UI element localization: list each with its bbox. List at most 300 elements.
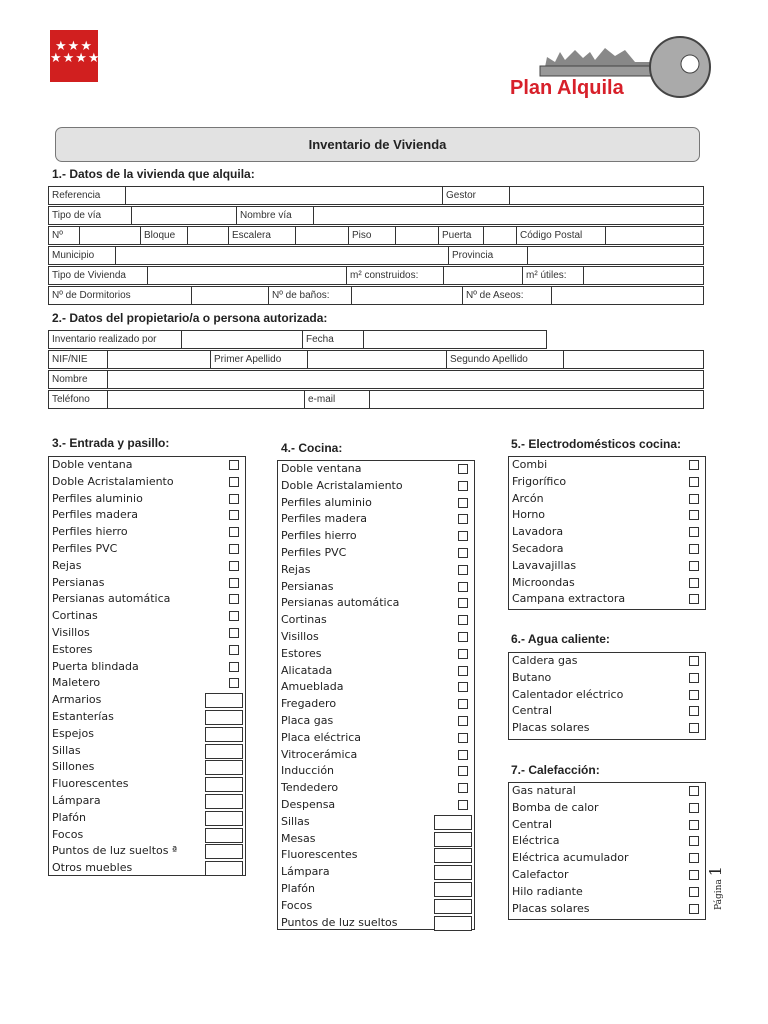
list-item: [278, 478, 474, 495]
checkbox[interactable]: [689, 494, 699, 504]
item-label: Placas solares: [512, 901, 590, 915]
item-label: Inducción: [281, 764, 335, 778]
segundo-apellido-label: Segundo Apellido: [447, 351, 564, 369]
list-item: [49, 709, 245, 726]
checkbox[interactable]: [689, 870, 699, 880]
spacer: [547, 331, 705, 349]
item-label: Tendedero: [281, 781, 339, 795]
m2-utiles-field[interactable]: [584, 267, 704, 285]
puerta-label: Puerta: [439, 227, 484, 245]
item-label: Plafón: [281, 881, 316, 895]
cocina-list: [277, 460, 475, 930]
list-item: [509, 687, 705, 704]
item-label: Gas natural: [512, 784, 576, 797]
list-item: [278, 797, 474, 814]
list-item: [278, 595, 474, 612]
checkbox[interactable]: [229, 628, 239, 638]
checkbox[interactable]: [689, 673, 699, 683]
list-item: [509, 524, 705, 541]
quantity-field[interactable]: [434, 899, 472, 914]
list-item: [49, 575, 245, 592]
gestor-label: Gestor: [443, 187, 510, 205]
item-label: Rejas: [281, 562, 311, 576]
list-item: [278, 780, 474, 797]
checkbox[interactable]: [458, 464, 468, 474]
banos-field[interactable]: [352, 287, 463, 305]
quantity-field[interactable]: [434, 815, 472, 830]
section-3-heading: 3.- Entrada y pasillo:: [52, 436, 170, 450]
propietario-row-1: [48, 330, 704, 349]
nombre-label: Nombre: [49, 371, 108, 389]
item-label: Central: [512, 817, 553, 831]
nif-label: NIF/NIE: [49, 351, 108, 369]
gestor-field[interactable]: [510, 187, 704, 205]
list-item: [509, 833, 705, 850]
section-4-heading: 4.- Cocina:: [281, 441, 343, 455]
checkbox[interactable]: [689, 510, 699, 520]
fecha-field[interactable]: [364, 331, 547, 349]
item-label: Estanterías: [52, 709, 114, 723]
list-item: [278, 579, 474, 596]
item-label: Perfiles hierro: [281, 529, 357, 543]
list-item: [49, 843, 245, 860]
dormitorios-label: Nº de Dormitorios: [49, 287, 192, 305]
checkbox[interactable]: [689, 527, 699, 537]
quantity-field[interactable]: [434, 916, 472, 931]
item-label: Lámpara: [52, 793, 101, 807]
m2-construidos-label: m² construidos:: [347, 267, 444, 285]
item-label: Mesas: [281, 831, 316, 845]
list-item: [49, 759, 245, 776]
nombre-field[interactable]: [108, 371, 704, 389]
item-label: Sillones: [52, 760, 95, 774]
checkbox[interactable]: [689, 803, 699, 813]
checkbox[interactable]: [229, 561, 239, 571]
item-label: Cortinas: [281, 613, 327, 627]
checkbox[interactable]: [689, 904, 699, 914]
propietario-row-3: [48, 370, 704, 389]
checkbox[interactable]: [689, 477, 699, 487]
list-item: [509, 653, 705, 670]
list-item: [49, 743, 245, 760]
checkbox[interactable]: [458, 481, 468, 491]
item-label: Rejas: [52, 558, 82, 572]
list-item: [278, 864, 474, 881]
list-item: [509, 720, 705, 737]
checkbox[interactable]: [458, 565, 468, 575]
tipo-via-field[interactable]: [132, 207, 237, 225]
list-item: [49, 491, 245, 508]
item-label: Espejos: [52, 726, 94, 740]
checkbox[interactable]: [458, 750, 468, 760]
tipo-vivienda-field[interactable]: [148, 267, 347, 285]
codigo-postal-label: Código Postal: [517, 227, 606, 245]
list-item: [278, 612, 474, 629]
list-item: [278, 545, 474, 562]
checkbox[interactable]: [689, 460, 699, 470]
item-label: Persianas: [52, 575, 105, 589]
item-label: Perfiles PVC: [281, 545, 347, 559]
item-label: Persianas automática: [52, 592, 171, 606]
item-label: Hilo radiante: [512, 884, 583, 898]
checkbox[interactable]: [229, 527, 239, 537]
item-label: Caldera gas: [512, 654, 578, 667]
list-item: [49, 507, 245, 524]
municipio-field[interactable]: [116, 247, 449, 265]
list-item: [509, 670, 705, 687]
list-item: [278, 679, 474, 696]
bloque-field[interactable]: [188, 227, 229, 245]
inventario-label: Inventario realizado por: [49, 331, 182, 349]
page-title: Inventario de Vivienda: [55, 127, 700, 162]
checkbox[interactable]: [229, 678, 239, 688]
checkbox[interactable]: [229, 494, 239, 504]
checkbox[interactable]: [458, 699, 468, 709]
item-label: Bomba de calor: [512, 800, 599, 814]
item-label: Otros muebles: [52, 861, 133, 875]
list-item: [509, 491, 705, 508]
puerta-field[interactable]: [484, 227, 517, 245]
logo-stars: ★★★ ★★★★: [50, 38, 101, 65]
list-item: [278, 528, 474, 545]
email-label: e-mail: [305, 391, 370, 409]
item-label: Eléctrica: [512, 834, 560, 848]
list-item: [278, 663, 474, 680]
item-label: Doble ventana: [52, 458, 133, 471]
list-item: [509, 507, 705, 524]
tipo-vivienda-row: [48, 266, 704, 285]
nombre-via-label: Nombre vía: [237, 207, 314, 225]
item-label: Microondas: [512, 575, 575, 589]
nif-field[interactable]: [108, 351, 211, 369]
page-number: [706, 866, 725, 910]
list-item: [509, 800, 705, 817]
quantity-field[interactable]: [205, 727, 243, 742]
checkbox[interactable]: [458, 800, 468, 810]
escalera-label: Escalera: [229, 227, 296, 245]
list-item: [49, 642, 245, 659]
section-2-heading: 2.- Datos del propietario/a o persona autorizada:: [52, 311, 328, 325]
item-label: Despensa: [281, 797, 336, 811]
item-label: Lavavajillas: [512, 558, 577, 572]
quantity-field[interactable]: [434, 865, 472, 880]
checkbox[interactable]: [689, 706, 699, 716]
item-label: Visillos: [281, 629, 319, 643]
checkbox[interactable]: [458, 582, 468, 592]
numero-field[interactable]: [80, 227, 141, 245]
list-item: [509, 541, 705, 558]
section-5-heading: 5.- Electrodomésticos cocina:: [511, 437, 682, 451]
m2-construidos-field[interactable]: [444, 267, 523, 285]
list-item: [49, 474, 245, 491]
item-label: Visillos: [52, 625, 90, 639]
checkbox[interactable]: [458, 615, 468, 625]
list-item: [49, 810, 245, 827]
checkbox[interactable]: [458, 783, 468, 793]
section-1-heading: 1.- Datos de la vivienda que alquila:: [52, 167, 255, 181]
list-item: [278, 847, 474, 864]
quantity-field[interactable]: [205, 760, 243, 775]
referencia-field[interactable]: [126, 187, 443, 205]
quantity-field[interactable]: [205, 693, 243, 708]
item-label: Estores: [281, 646, 322, 660]
propietario-row-2: [48, 350, 704, 369]
item-label: Frigorífico: [512, 474, 567, 488]
aseos-label: Nº de Aseos:: [463, 287, 552, 305]
comunidad-madrid-logo: [50, 30, 101, 82]
list-item: [278, 747, 474, 764]
item-label: Perfiles madera: [281, 512, 367, 526]
item-label: Fluorescentes: [52, 777, 129, 791]
item-label: Butano: [512, 670, 552, 684]
checkbox[interactable]: [229, 544, 239, 554]
municipio-label: Municipio: [49, 247, 116, 265]
list-item: [49, 827, 245, 844]
list-item: [49, 457, 245, 474]
escalera-field[interactable]: [296, 227, 349, 245]
checkbox[interactable]: [689, 786, 699, 796]
item-label: Doble Acristalamiento: [281, 478, 403, 492]
list-item: [49, 726, 245, 743]
checkbox[interactable]: [689, 578, 699, 588]
checkbox[interactable]: [229, 460, 239, 470]
m2-utiles-label: m² útiles:: [523, 267, 584, 285]
quantity-field[interactable]: [434, 832, 472, 847]
nombre-via-field[interactable]: [314, 207, 704, 225]
item-label: Eléctrica acumulador: [512, 851, 629, 865]
list-item: [278, 763, 474, 780]
checkbox[interactable]: [458, 682, 468, 692]
item-label: Placas solares: [512, 721, 590, 735]
section-7-heading: 7.- Calefacción:: [511, 763, 600, 777]
item-label: Persianas automática: [281, 596, 400, 610]
quantity-field[interactable]: [434, 882, 472, 897]
codigo-postal-field[interactable]: [606, 227, 704, 245]
item-label: Perfiles PVC: [52, 541, 118, 555]
plan-alquila-brand: Plan Alquila: [510, 77, 624, 99]
item-label: Central: [512, 704, 553, 718]
via-row: [48, 206, 704, 225]
municipio-row: [48, 246, 704, 265]
list-item: [278, 814, 474, 831]
list-item: [49, 659, 245, 676]
banos-label: Nº de baños:: [269, 287, 352, 305]
item-label: Puerta blindada: [52, 659, 139, 673]
checkbox[interactable]: [458, 514, 468, 524]
checkbox[interactable]: [458, 632, 468, 642]
electrodomesticos-list: [508, 456, 706, 610]
item-label: Calentador eléctrico: [512, 687, 624, 701]
list-item: [278, 831, 474, 848]
checkbox[interactable]: [689, 544, 699, 554]
list-item: [49, 524, 245, 541]
list-item: [278, 495, 474, 512]
item-label: Perfiles madera: [52, 508, 138, 522]
referencia-label: Referencia: [49, 187, 126, 205]
tipo-vivienda-label: Tipo de Vivienda: [49, 267, 148, 285]
checkbox[interactable]: [458, 498, 468, 508]
item-label: Secadora: [512, 541, 564, 555]
list-item: [278, 461, 474, 478]
list-item: [49, 608, 245, 625]
list-item: [509, 703, 705, 720]
quantity-field[interactable]: [205, 861, 243, 876]
item-label: Vitrocerámica: [281, 747, 358, 761]
list-item: [509, 474, 705, 491]
checkbox[interactable]: [689, 853, 699, 863]
checkbox[interactable]: [229, 510, 239, 520]
list-item: [278, 713, 474, 730]
list-item: [278, 562, 474, 579]
list-item: [278, 915, 474, 932]
primer-apellido-label: Primer Apellido: [211, 351, 308, 369]
list-item: [509, 867, 705, 884]
list-item: [509, 591, 705, 608]
item-label: Horno: [512, 508, 546, 522]
fecha-label: Fecha: [303, 331, 364, 349]
item-label: Maletero: [52, 676, 101, 690]
checkbox[interactable]: [689, 887, 699, 897]
list-item: [509, 884, 705, 901]
aseos-field[interactable]: [552, 287, 704, 305]
provincia-field[interactable]: [528, 247, 704, 265]
list-item: [49, 776, 245, 793]
item-label: Lámpara: [281, 865, 330, 879]
item-label: Focos: [52, 827, 84, 841]
checkbox[interactable]: [458, 531, 468, 541]
primer-apellido-field[interactable]: [308, 351, 447, 369]
list-item: [278, 881, 474, 898]
tipo-via-label: Tipo de vía: [49, 207, 132, 225]
item-label: Perfiles aluminio: [281, 495, 372, 509]
checkbox[interactable]: [458, 548, 468, 558]
calefaccion-list: [508, 782, 706, 920]
list-item: [49, 558, 245, 575]
list-item: [509, 457, 705, 474]
checkbox[interactable]: [458, 716, 468, 726]
list-item: [49, 793, 245, 810]
bloque-label: Bloque: [141, 227, 188, 245]
checkbox[interactable]: [229, 594, 239, 604]
list-item: [278, 696, 474, 713]
agua-caliente-list: [508, 652, 706, 740]
quantity-field[interactable]: [434, 848, 472, 863]
inventario-field[interactable]: [182, 331, 303, 349]
checkbox[interactable]: [229, 611, 239, 621]
list-item: [509, 558, 705, 575]
checkbox[interactable]: [689, 836, 699, 846]
segundo-apellido-field[interactable]: [564, 351, 704, 369]
item-label: Doble Acristalamiento: [52, 474, 174, 488]
list-item: [278, 898, 474, 915]
checkbox[interactable]: [689, 594, 699, 604]
list-item: [49, 541, 245, 558]
checkbox[interactable]: [458, 733, 468, 743]
list-item: [49, 692, 245, 709]
checkbox[interactable]: [229, 662, 239, 672]
dormitorios-field[interactable]: [192, 287, 269, 305]
vivienda-table: [48, 186, 704, 205]
item-label: Placa eléctrica: [281, 730, 362, 744]
pagina-label: Página: [714, 879, 724, 910]
list-item: [509, 783, 705, 800]
checkbox[interactable]: [458, 598, 468, 608]
item-label: Perfiles aluminio: [52, 491, 143, 505]
item-label: Doble ventana: [281, 462, 362, 475]
email-field[interactable]: [370, 391, 704, 409]
checkbox[interactable]: [458, 766, 468, 776]
item-label: Focos: [281, 898, 313, 912]
item-label: Estores: [52, 642, 93, 656]
numero-label: Nº: [49, 227, 80, 245]
quantity-field[interactable]: [205, 794, 243, 809]
quantity-field[interactable]: [205, 828, 243, 843]
item-label: Lavadora: [512, 525, 564, 539]
list-item: [509, 817, 705, 834]
item-label: Sillas: [281, 814, 310, 828]
item-label: Plafón: [52, 810, 87, 824]
telefono-label: Teléfono: [49, 391, 108, 409]
item-label: Arcón: [512, 491, 544, 505]
checkbox[interactable]: [229, 477, 239, 487]
checkbox[interactable]: [689, 690, 699, 700]
item-label: Campana extractora: [512, 592, 626, 606]
quantity-field[interactable]: [205, 811, 243, 826]
checkbox[interactable]: [689, 656, 699, 666]
propietario-row-4: [48, 390, 704, 409]
telefono-field[interactable]: [108, 391, 305, 409]
item-label: Persianas: [281, 579, 334, 593]
direccion-row: [48, 226, 704, 245]
checkbox[interactable]: [458, 649, 468, 659]
list-item: [278, 730, 474, 747]
provincia-label: Provincia: [449, 247, 528, 265]
habitaciones-row: [48, 286, 704, 305]
item-label: Combi: [512, 458, 548, 471]
entrada-pasillo-list: [48, 456, 246, 876]
item-label: Fregadero: [281, 697, 337, 711]
item-label: Perfiles hierro: [52, 525, 128, 539]
checkbox[interactable]: [229, 578, 239, 588]
piso-field[interactable]: [396, 227, 439, 245]
item-label: Puntos de luz sueltos ª: [52, 844, 178, 858]
checkbox[interactable]: [229, 645, 239, 655]
item-label: Fluorescentes: [281, 848, 358, 862]
checkbox[interactable]: [689, 820, 699, 830]
item-label: Amueblada: [281, 680, 344, 694]
checkbox[interactable]: [458, 666, 468, 676]
quantity-field[interactable]: [205, 844, 243, 859]
item-label: Cortinas: [52, 609, 98, 623]
list-item: [49, 625, 245, 642]
list-item: [509, 575, 705, 592]
quantity-field[interactable]: [205, 710, 243, 725]
checkbox[interactable]: [689, 561, 699, 571]
pagina-number: 1: [706, 866, 725, 877]
list-item: [49, 591, 245, 608]
quantity-field[interactable]: [205, 744, 243, 759]
item-label: Placa gas: [281, 713, 334, 727]
section-6-heading: 6.- Agua caliente:: [511, 632, 610, 646]
list-item: [278, 511, 474, 528]
piso-label: Piso: [349, 227, 396, 245]
list-item: [509, 850, 705, 867]
quantity-field[interactable]: [205, 777, 243, 792]
list-item: [278, 629, 474, 646]
item-label: Alicatada: [281, 663, 333, 677]
list-item: [278, 646, 474, 663]
checkbox[interactable]: [689, 723, 699, 733]
